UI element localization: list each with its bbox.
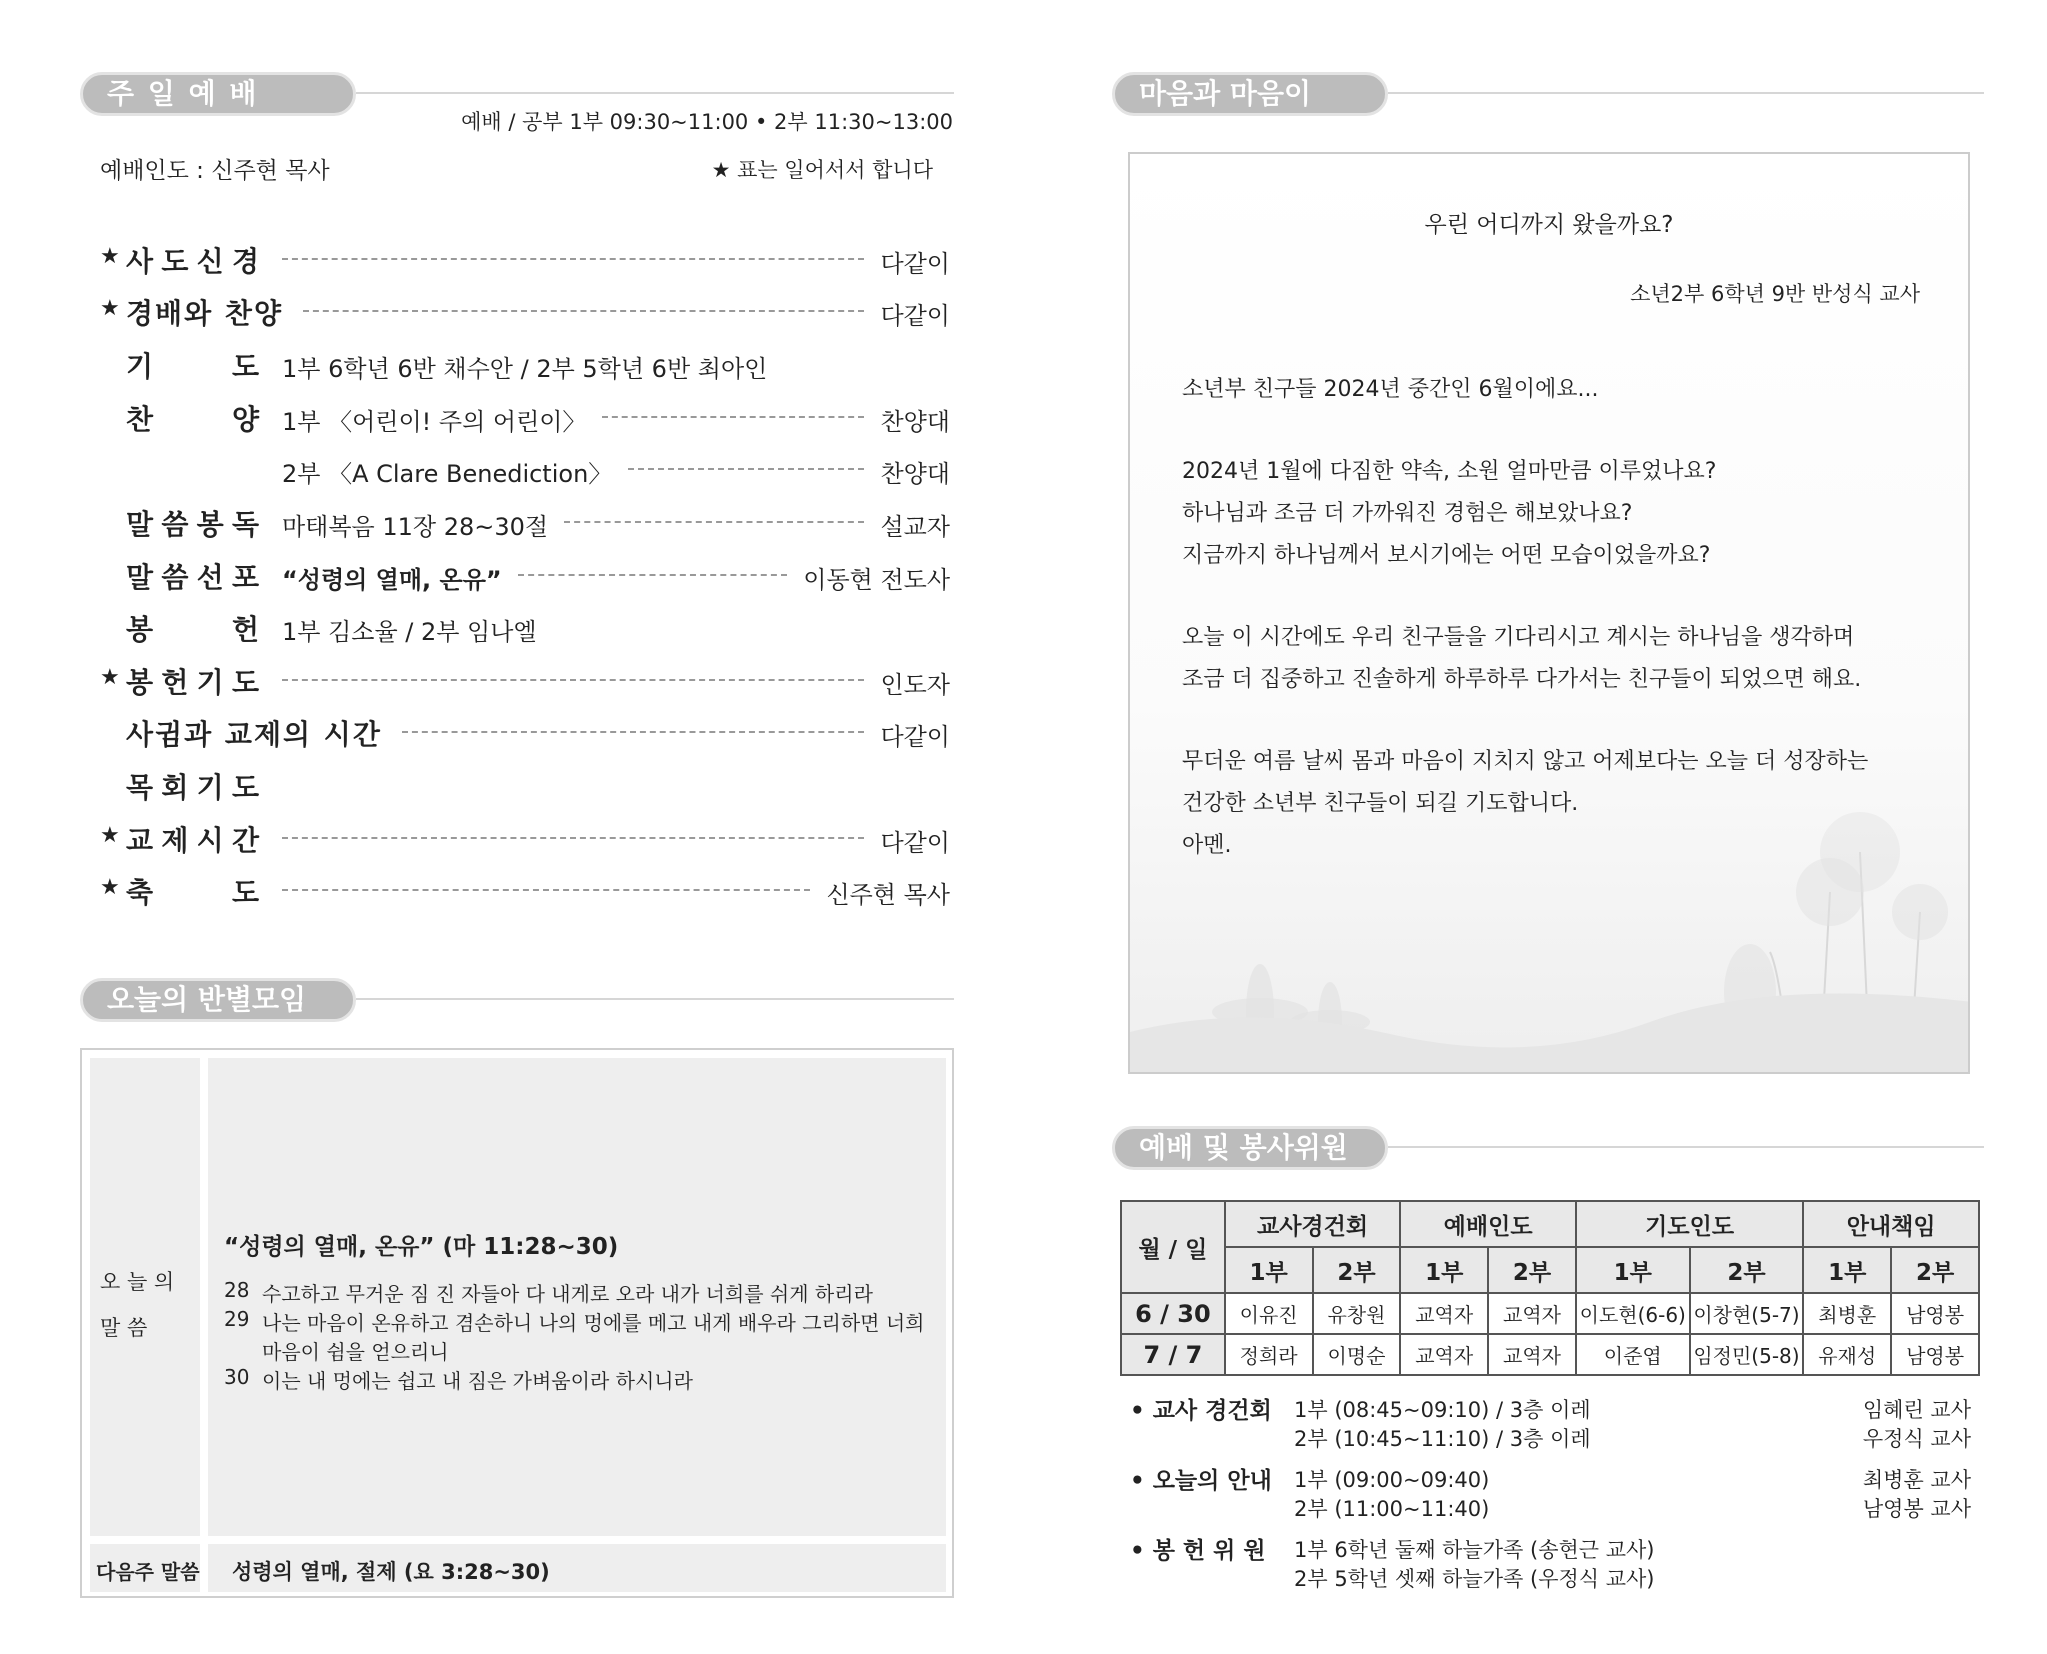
label-char: 도 [231, 876, 261, 909]
date-header: 월 / 일 [1121, 1201, 1225, 1293]
order-item [100, 608, 950, 648]
info-line: 1부 6학년 둘째 하늘가족 (송현근 교사) [1294, 1538, 1655, 1562]
letter-line: 지금까지 하나님께서 보시기에는 어떤 모습이었을까요? [1182, 543, 1711, 568]
order-item-label [126, 398, 261, 438]
info-line: 2부 (11:00~11:40) [1294, 1497, 1490, 1521]
letter-line: 2024년 1월에 다짐한 약속, 소원 얼마만큼 이루었나요? [1182, 459, 1717, 484]
order-item-person: 인도자 [880, 671, 950, 699]
small-group-section-header [80, 978, 954, 1022]
group-header: 기도인도 [1576, 1201, 1803, 1247]
verse-text: 수고하고 무거운 짐 진 자들아 다 내게로 오라 내가 너희를 쉬게 하리라 [262, 1282, 873, 1306]
label-char: 제 [161, 824, 191, 857]
table-cell: 유재성 [1803, 1334, 1891, 1375]
sub-header: 1부 [1803, 1247, 1891, 1293]
label-char: 기 [196, 666, 226, 699]
order-item-content: 1부 김소율 / 2부 임나엘 [282, 618, 537, 646]
duty-group-header-row [1121, 1201, 1979, 1247]
order-item [100, 713, 950, 753]
table-row [1121, 1334, 1979, 1375]
label-char: 양 [231, 403, 261, 436]
table-cell: 이명순 [1313, 1334, 1401, 1375]
verse-text: 나는 마음이 온유하고 겸손하니 나의 멍에를 메고 내게 배우라 그리하면 너희 [262, 1311, 925, 1335]
info-title: • 오늘의 안내 [1130, 1468, 1272, 1494]
info-line: 1부 (09:00~09:40) [1294, 1468, 1490, 1492]
word-content-cell [208, 1058, 946, 1536]
order-item-content: 2부 〈A Clare Benediction〉 [282, 460, 613, 488]
table-cell: 교역자 [1488, 1293, 1576, 1334]
label-char: 씀 [161, 561, 191, 594]
dotted-leader [602, 416, 864, 418]
sub-header: 1부 [1225, 1247, 1313, 1293]
order-item-content: 1부 〈어린이! 주의 어린이〉 [282, 408, 587, 436]
label-char: 씀 [161, 508, 191, 541]
word-label-line-2: 말 씀 [100, 1316, 148, 1340]
info-person: 우정식 교사 [1862, 1427, 1971, 1451]
dotted-leader [303, 310, 864, 312]
flower-decoration [1130, 772, 1970, 1072]
verse-text: 이는 내 멍에는 쉽고 내 짐은 가벼움이라 하시니라 [262, 1369, 693, 1393]
table-cell: 교역자 [1400, 1334, 1488, 1375]
duty-table [1120, 1200, 1980, 1376]
order-item-label [126, 240, 261, 280]
order-item-content: “성령의 열매, 온유” [282, 566, 502, 594]
verse-number: 30 [224, 1365, 250, 1389]
section-divider [1388, 92, 1984, 94]
label-char: 선 [196, 561, 226, 594]
dotted-leader [282, 889, 810, 891]
order-item [100, 450, 950, 490]
label-char: 교 [126, 824, 156, 857]
letter-line: 하나님과 조금 더 가까워진 경험은 해보았나요? [1182, 501, 1633, 526]
star-icon: ★ [100, 665, 120, 690]
order-item-label [126, 556, 261, 596]
label-char: 도 [161, 245, 191, 278]
order-item-person: 설교자 [880, 513, 950, 541]
next-word: 성령의 열매, 절제 (요 3:28~30) [232, 1560, 550, 1584]
info-line: 1부 (08:45~09:10) / 3층 이레 [1294, 1398, 1591, 1422]
sub-header: 2부 [1690, 1247, 1804, 1293]
order-item [100, 871, 950, 911]
table-cell: 남영봉 [1891, 1334, 1979, 1375]
label-char: 기 [196, 771, 226, 804]
order-item-person: 찬양대 [880, 460, 950, 488]
star-icon: ★ [100, 244, 120, 269]
next-word-label: 다음주 말씀 [96, 1560, 200, 1584]
verse-number: 29 [224, 1307, 250, 1331]
sub-header: 2부 [1313, 1247, 1401, 1293]
letter-line: 조금 더 집중하고 진솔하게 하루하루 다가서는 친구들이 되었으면 해요. [1182, 667, 1862, 692]
label-char: 간 [231, 824, 261, 857]
label-char: 말 [126, 561, 156, 594]
table-cell: 이창현(5-7) [1690, 1293, 1804, 1334]
letter-line: 소년부 친구들 2024년 중간인 6월이에요... [1182, 377, 1599, 402]
order-item-person: 신주현 목사 [826, 881, 950, 909]
label-char: 축 [126, 876, 156, 909]
label-char: 봉 [196, 508, 226, 541]
label-char: 기 [126, 350, 156, 383]
letter-line: 건강한 소년부 친구들이 되길 기도합니다. [1182, 791, 1579, 816]
label-char: 말 [126, 508, 156, 541]
order-item [100, 292, 950, 332]
small-group-section-title: 오늘의 반별모임 [80, 978, 356, 1022]
group-header: 교사경건회 [1225, 1201, 1401, 1247]
letter-title: 우린 어디까지 왔을까요? [1424, 212, 1674, 238]
order-item-label [126, 766, 261, 806]
table-cell: 이도현(6-6) [1576, 1293, 1690, 1334]
order-item-label [126, 661, 261, 701]
info-title: • 교사 경건회 [1130, 1398, 1272, 1424]
table-cell: 교역자 [1488, 1334, 1576, 1375]
label-char: 경 [231, 245, 261, 278]
dotted-leader [402, 731, 865, 733]
sub-header: 1부 [1400, 1247, 1488, 1293]
label-char: 포 [231, 561, 261, 594]
order-item [100, 345, 950, 385]
letter-author: 소년2부 6학년 9반 반성식 교사 [1630, 282, 1920, 306]
star-icon: ★ [100, 875, 120, 900]
order-item-person: 다같이 [880, 302, 950, 330]
section-divider [356, 998, 954, 1000]
heart-section-title: 마음과 마음이 [1112, 72, 1388, 116]
sub-header: 2부 [1891, 1247, 1979, 1293]
label-char: 독 [231, 508, 261, 541]
worship-leader: 예배인도 : 신주현 목사 [100, 158, 330, 184]
order-item-label [126, 819, 261, 859]
order-item [100, 661, 950, 701]
label-char: 봉 [126, 666, 156, 699]
table-cell: 유창원 [1313, 1293, 1401, 1334]
dotted-leader [564, 521, 864, 523]
dotted-leader [282, 679, 864, 681]
row-date: 7 / 7 [1121, 1334, 1225, 1375]
order-item-content: 마태복음 11장 28~30절 [282, 513, 549, 541]
info-person: 최병훈 교사 [1862, 1468, 1971, 1492]
order-item-label [126, 871, 261, 911]
info-line: 2부 (10:45~11:10) / 3층 이레 [1294, 1427, 1591, 1451]
table-cell: 교역자 [1400, 1293, 1488, 1334]
star-note: ★ 표는 일어서서 합니다 [711, 158, 933, 182]
table-cell: 최병훈 [1803, 1293, 1891, 1334]
order-item [100, 503, 950, 543]
order-item [100, 556, 950, 596]
group-header: 예배인도 [1400, 1201, 1576, 1247]
letter-line: 오늘 이 시간에도 우리 친구들을 기다리시고 계시는 하나님을 생각하며 [1182, 625, 1855, 650]
order-item [100, 766, 950, 806]
duty-section-title: 예배 및 봉사위원 [1112, 1126, 1388, 1170]
order-item-person: 찬양대 [880, 408, 950, 436]
order-item-person: 다같이 [880, 250, 950, 278]
label-char: 도 [231, 666, 261, 699]
info-person: 임혜린 교사 [1862, 1398, 1971, 1422]
order-item-person: 이동현 전도사 [803, 566, 950, 594]
order-item-person: 다같이 [880, 723, 950, 751]
table-cell: 이유진 [1225, 1293, 1313, 1334]
label-char: 신 [196, 245, 226, 278]
group-header: 안내책임 [1803, 1201, 1979, 1247]
section-divider [1388, 1146, 1984, 1148]
dotted-leader [628, 468, 864, 470]
section-divider [356, 92, 954, 94]
order-item [100, 819, 950, 859]
order-item-label [126, 608, 261, 648]
word-label-line-1: 오 늘 의 [100, 1270, 175, 1294]
word-label-cell [90, 1058, 200, 1536]
order-item-label [126, 345, 261, 385]
next-label-cell [90, 1544, 200, 1592]
duty-section-header [1112, 1126, 1984, 1170]
table-cell: 임정민(5-8) [1690, 1334, 1804, 1375]
order-item-person: 다같이 [880, 829, 950, 857]
worship-schedule: 예배 / 공부 1부 09:30~11:00 • 2부 11:30~13:00 [461, 110, 953, 134]
label-char: 헌 [231, 613, 261, 646]
bible-word-box [80, 1048, 954, 1598]
sub-header: 1부 [1576, 1247, 1690, 1293]
order-item-label: 경배와 찬양 [126, 297, 283, 330]
table-cell: 정희라 [1225, 1334, 1313, 1375]
order-item-label: 사귐과 교제의 시간 [126, 718, 382, 751]
worship-section-title: 주 일 예 배 [80, 72, 356, 116]
label-char: 헌 [161, 666, 191, 699]
label-char: 찬 [126, 403, 156, 436]
row-date: 6 / 30 [1121, 1293, 1225, 1334]
verse-number: 28 [224, 1278, 250, 1302]
label-char: 도 [231, 350, 261, 383]
sub-header: 2부 [1488, 1247, 1576, 1293]
table-cell: 남영봉 [1891, 1293, 1979, 1334]
sermon-title: “성령의 열매, 온유” (마 11:28~30) [224, 1234, 619, 1260]
duty-sub-header-row [1121, 1247, 1979, 1293]
info-title: • 봉 헌 위 원 [1130, 1538, 1266, 1564]
label-char: 시 [196, 824, 226, 857]
dotted-leader [282, 837, 864, 839]
order-item [100, 398, 950, 438]
label-char: 회 [161, 771, 191, 804]
dotted-leader [282, 258, 864, 260]
label-char: 사 [126, 245, 156, 278]
info-person: 남영봉 교사 [1862, 1497, 1971, 1521]
order-item [100, 240, 950, 280]
label-char: 봉 [126, 613, 156, 646]
letter-line: 아멘. [1182, 833, 1232, 858]
order-item-label [126, 503, 261, 543]
table-row [1121, 1293, 1979, 1334]
heart-section-header [1112, 72, 1984, 116]
verse-text: 마음이 쉼을 얻으리니 [262, 1340, 449, 1364]
next-word-cell [208, 1544, 946, 1592]
info-line: 2부 5학년 셋째 하늘가족 (우정식 교사) [1294, 1567, 1655, 1591]
letter-line: 무더운 여름 날씨 몸과 마음이 지치지 않고 어제보다는 오늘 더 성장하는 [1182, 749, 1869, 774]
dotted-leader [518, 574, 788, 576]
star-icon: ★ [100, 296, 120, 321]
label-char: 목 [126, 771, 156, 804]
label-char: 도 [231, 771, 261, 804]
table-cell: 이준엽 [1576, 1334, 1690, 1375]
order-item-content: 1부 6학년 6반 채수안 / 2부 5학년 6반 최아인 [282, 355, 768, 383]
letter-box [1128, 152, 1970, 1074]
star-icon: ★ [100, 823, 120, 848]
